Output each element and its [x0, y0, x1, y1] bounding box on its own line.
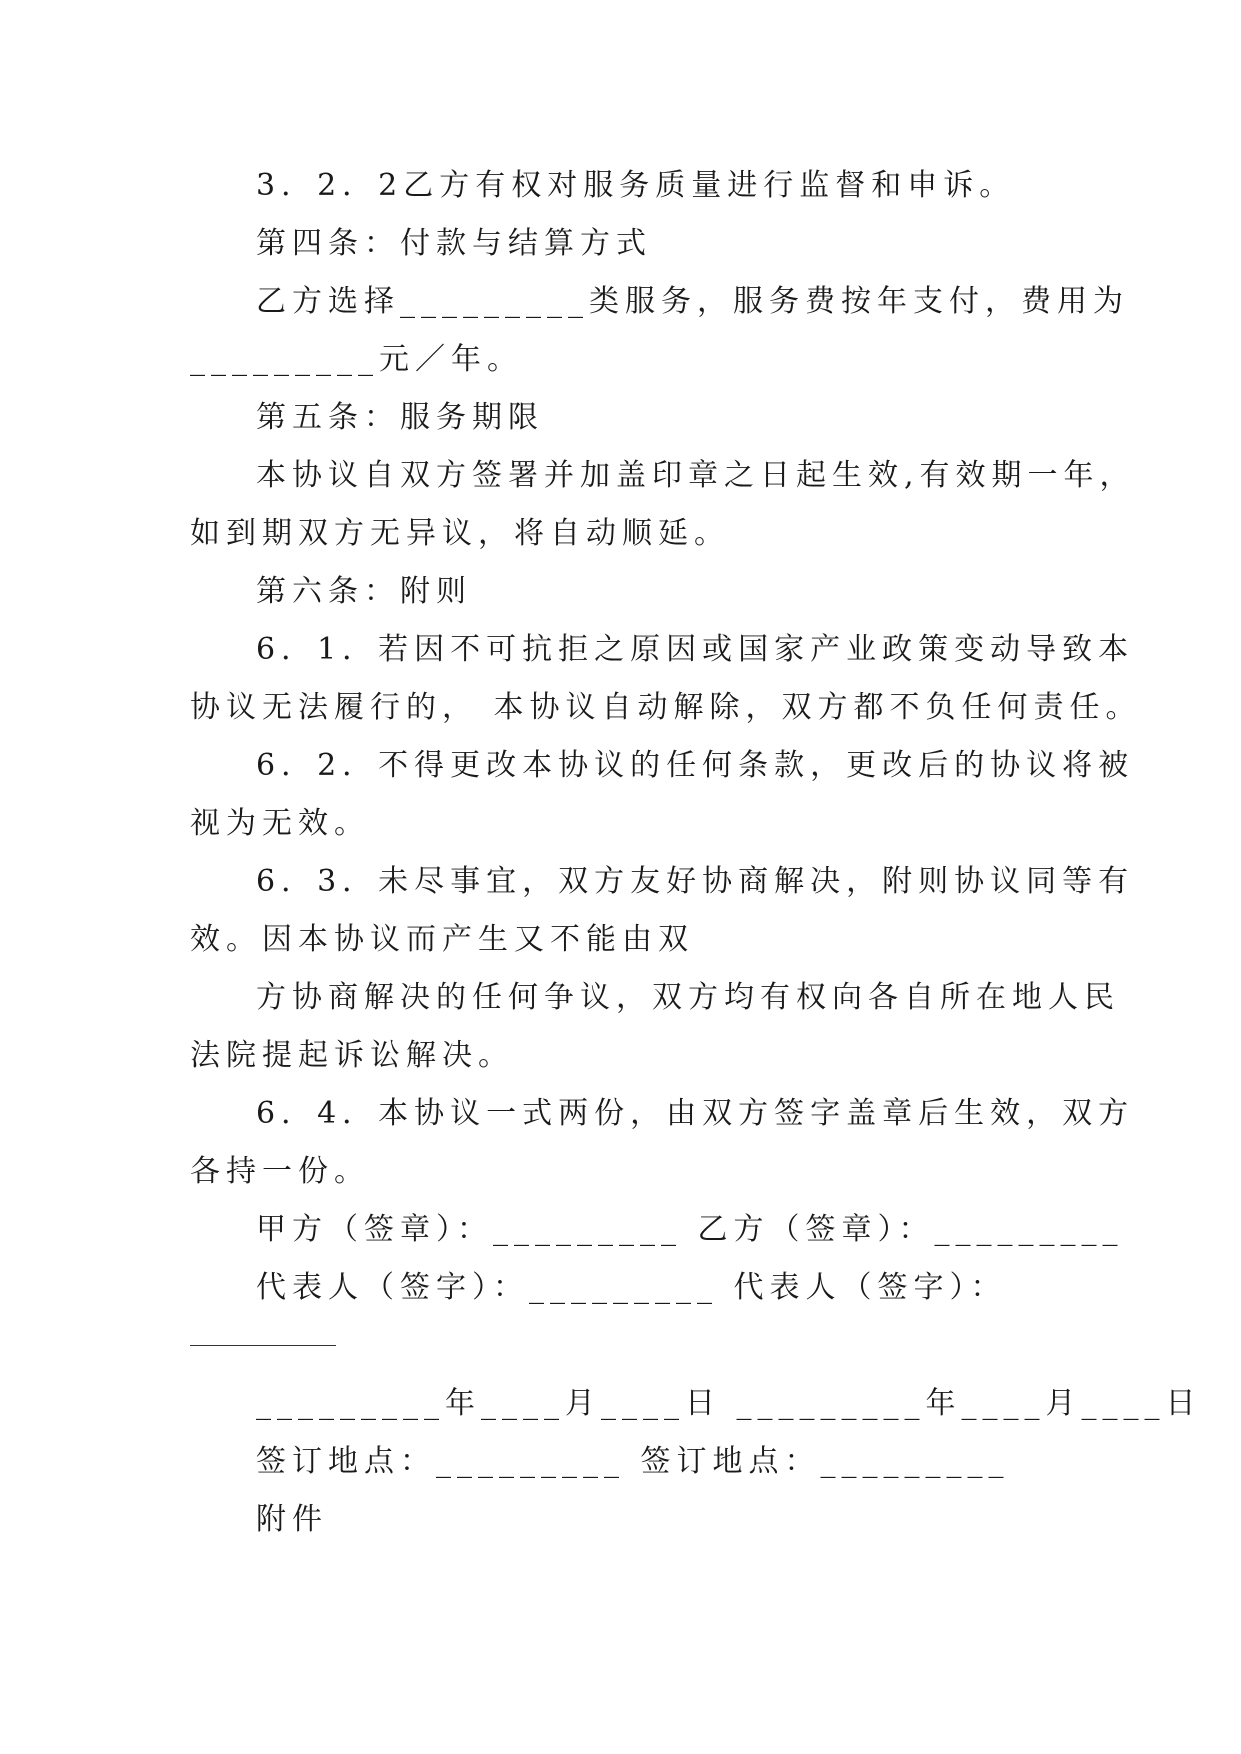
- payment-line-2: _________元／年。: [190, 342, 523, 377]
- article-6-heading: 第六条：附则: [256, 574, 472, 609]
- article-4-heading: 第四条：付款与结算方式: [256, 226, 652, 261]
- term-line-1: 本协议自双方签署并加盖印章之日起生效,有效期一年，: [256, 458, 1136, 493]
- attachment-heading: 附件: [256, 1502, 328, 1537]
- date-line: _________年____月____日 _________年____月____日: [256, 1386, 1202, 1421]
- clause-6-2-line-1: 6．2．不得更改本协议的任何条款，更改后的协议将被: [256, 748, 1135, 783]
- clause-6-3-line-2: 效。因本协议而产生又不能由双: [190, 922, 694, 957]
- payment-line-1: 乙方选择_________类服务，服务费按年支付，费用为: [256, 284, 1129, 319]
- clause-6-3-line-3: 方协商解决的任何争议，双方均有权向各自所在地人民: [256, 980, 1120, 1015]
- signature-seal-line: 甲方（签章）：_________ 乙方（签章）：_________: [256, 1212, 1124, 1247]
- clause-6-1-line-1: 6．1．若因不可抗拒之原因或国家产业政策变动导致本: [256, 632, 1135, 667]
- term-line-2: 如到期双方无异议，将自动顺延。: [190, 516, 730, 551]
- clause-6-4-line-1: 6．4．本协议一式两份，由双方签字盖章后生效，双方: [256, 1096, 1135, 1131]
- clause-6-2-line-2: 视为无效。: [190, 806, 370, 841]
- representative-blank: [190, 1345, 336, 1346]
- signing-place-line: 签订地点：_________ 签订地点：_________: [256, 1444, 1010, 1479]
- representative-line: 代表人（签字）：_________ 代表人（签字）：: [256, 1270, 1007, 1305]
- clause-6-3-line-4: 法院提起诉讼解决。: [190, 1038, 514, 1073]
- clause-6-3-line-1: 6．3．未尽事宜，双方友好协商解决，附则协议同等有: [256, 864, 1135, 899]
- clause-3-2-2: 3．2．2乙方有权对服务质量进行监督和申诉。: [256, 168, 1016, 203]
- clause-6-1-line-2: 协议无法履行的， 本协议自动解除，双方都不负任何责任。: [190, 690, 1142, 725]
- article-5-heading: 第五条：服务期限: [256, 400, 544, 435]
- clause-6-4-line-2: 各持一份。: [190, 1154, 370, 1189]
